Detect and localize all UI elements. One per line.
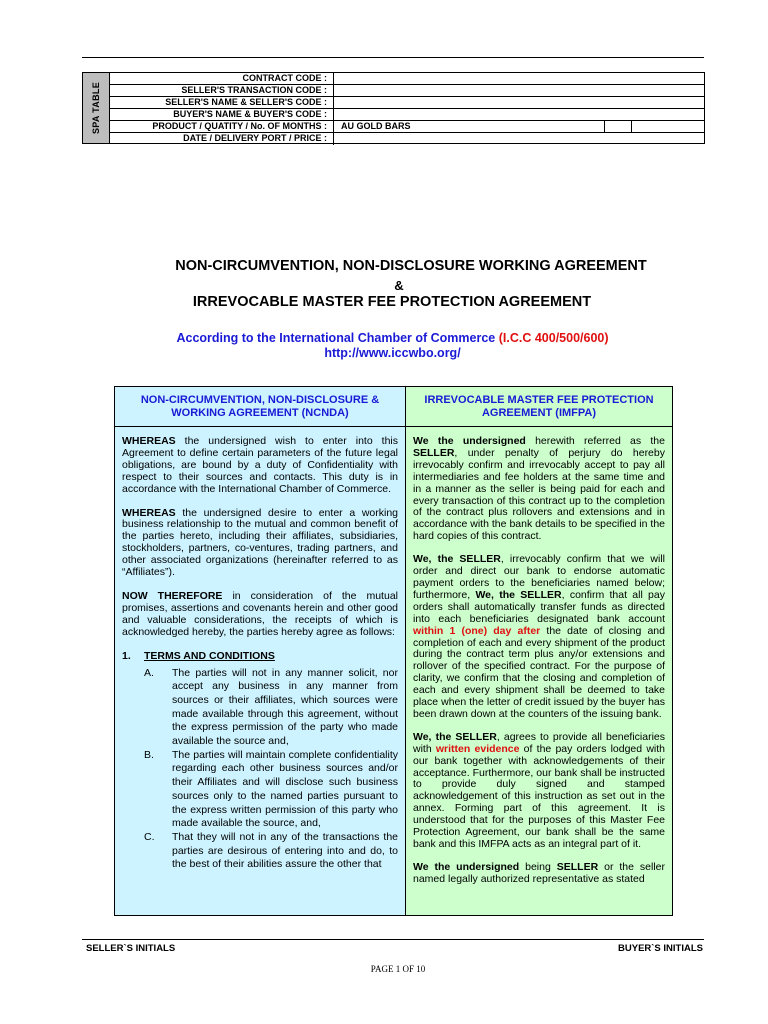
imfpa-paragraph: We the undersigned herewith referred as the SELLER, under penalty of perjury do hereby irrevocably confirm and irrevocably accept to pay all intermediaries and fee holders at the same time and in a manner as the seller is being paid for each and every transaction of this contract up to the completion of the contract plus rollovers and extensions and in accordance with the bank details to be specified in the hard copies of this contract. — [413, 435, 665, 543]
ncnda-column — [115, 387, 406, 915]
spa-value: AU GOLD BARS — [341, 121, 411, 131]
imfpa-header: IRREVOCABLE MASTER FEE PROTECTION AGREEMENT (IMFPA) — [406, 387, 672, 427]
agreement-table — [114, 386, 673, 916]
title-ncnda: NON-CIRCUMVENTION, NON-DISCLOSURE WORKING AGREEMENT — [175, 258, 647, 274]
spa-label: CONTRACT CODE : — [110, 73, 334, 84]
spa-row-date-delivery — [110, 133, 704, 145]
imfpa-body — [406, 427, 672, 886]
spa-label: DATE / DELIVERY PORT / PRICE : — [110, 133, 334, 145]
spa-row-product — [110, 121, 704, 133]
section-heading: 1. TERMS AND CONDITIONS — [122, 649, 275, 662]
ncnda-paragraph: WHEREAS the undersigned desire to enter a working business relationship to the mutual and common benefit of the parties hereto, including their affiliates, subsidiaries, stockholders, partners, co-ventures, trading partners, and other associated organizations (hereinafter referred to as “Affiliates”). — [122, 506, 398, 579]
spa-table — [82, 72, 705, 144]
imfpa-paragraph: We the undersigned being SELLER or the seller named legally authorized representative as stated — [413, 860, 665, 885]
footer-rule — [82, 939, 704, 940]
cell-divider — [631, 121, 632, 132]
icc-codes: (I.C.C 400/500/600) — [498, 331, 609, 345]
spa-label: SELLER'S TRANSACTION CODE : — [110, 85, 334, 96]
list-item: A. The parties will not in any manner solicit, nor accept any business in any manner from sources or their affiliates, which sources were made available through this agreement, without the express permission of the party who made available the source and, — [144, 666, 398, 748]
spa-label: PRODUCT / QUATITY / No. OF MONTHS : — [110, 121, 334, 132]
spa-row-contract-code — [110, 73, 704, 85]
list-item: C. That they will not in any of the transactions the parties are desirous of entering into and do, to the best of their abilities assure the other that — [144, 830, 398, 871]
ncnda-body — [115, 427, 405, 872]
buyer-initials: BUYER`S INITIALS — [618, 943, 703, 954]
spa-table-side-label: SPA TABLE — [83, 73, 110, 143]
spa-row-buyer-name — [110, 109, 704, 121]
spa-row-seller-name — [110, 97, 704, 109]
imfpa-paragraph: We, the SELLER, irrevocably confirm that we will order and direct our bank to endorse automatic payment orders to the beneficiaries named below; furthermore, We, the SELLER, confirm that all pay orders shall automatically transfer funds as directed into each beneficiaries designated bank account within 1 (one) day after the date of closing and completion of each and every shipment of the product during the contract term plus any/or extensions and rollover of the specified contract. For the purpose of clarity, we confirm that the closing and completion of each and every shipment shall be deemed to take place when the letter of credit issued by the buyer has been drawn down at the counters of the issuing bank. — [413, 553, 665, 720]
icc-reference — [0, 331, 768, 345]
title-ampersand: & — [394, 278, 404, 293]
spa-row-seller-transaction-code — [110, 85, 704, 97]
imfpa-paragraph: We, the SELLER, agrees to provide all beneficiaries with written evidence of the pay orders lodged with our bank together with acknowledgements of their acceptance. Furthermore, our bank shall be instructed to provide duly signed and stamped acknowledgement of this instruction as set out in the annex. Forming part of this agreement. It is understood that for the purposes of this Master Fee Protection Agreement, our bank shall be the same bank and this IMFPA acts as an integral part of it. — [413, 730, 665, 850]
icc-reference-text: According to the International Chamber of Commerce — [176, 331, 499, 345]
page-number: PAGE 1 OF 10 — [370, 964, 426, 974]
list-item: B. The parties will maintain complete confidentiality regarding each other business sources and/or their Affiliates and will disclose such business sources only to the named parties pursuant to the express written permission of this party who made available the source, and, — [144, 748, 398, 830]
top-rule — [82, 57, 704, 58]
imfpa-column — [406, 387, 672, 915]
ncnda-paragraph: NOW THEREFORE in consideration of the mutual promises, assertions and covenants herein and other good and valuable considerations, the receipts of which is acknowledged hereby, the parties hereby agree as follows: — [122, 589, 398, 638]
icc-url-link[interactable]: http://www.iccwbo.org/ — [324, 346, 461, 360]
ncnda-header: NON-CIRCUMVENTION, NON-DISCLOSURE & WORKING AGREEMENT (NCNDA) — [115, 387, 405, 427]
spa-label: BUYER'S NAME & BUYER'S CODE : — [110, 109, 334, 120]
seller-initials: SELLER`S INITIALS — [86, 943, 176, 954]
cell-divider — [604, 121, 605, 132]
spa-label: SELLER'S NAME & SELLER'S CODE : — [110, 97, 334, 108]
title-imfpa: IRREVOCABLE MASTER FEE PROTECTION AGREEMENT — [192, 294, 592, 310]
ncnda-paragraph: WHEREAS the undersigned wish to enter into this Agreement to define certain parameters of the future legal obligations, are bound by a duty of Confidentiality with respect to their sources and contacts. This duty is in accordance with the International Chamber of Commerce. — [122, 435, 398, 495]
